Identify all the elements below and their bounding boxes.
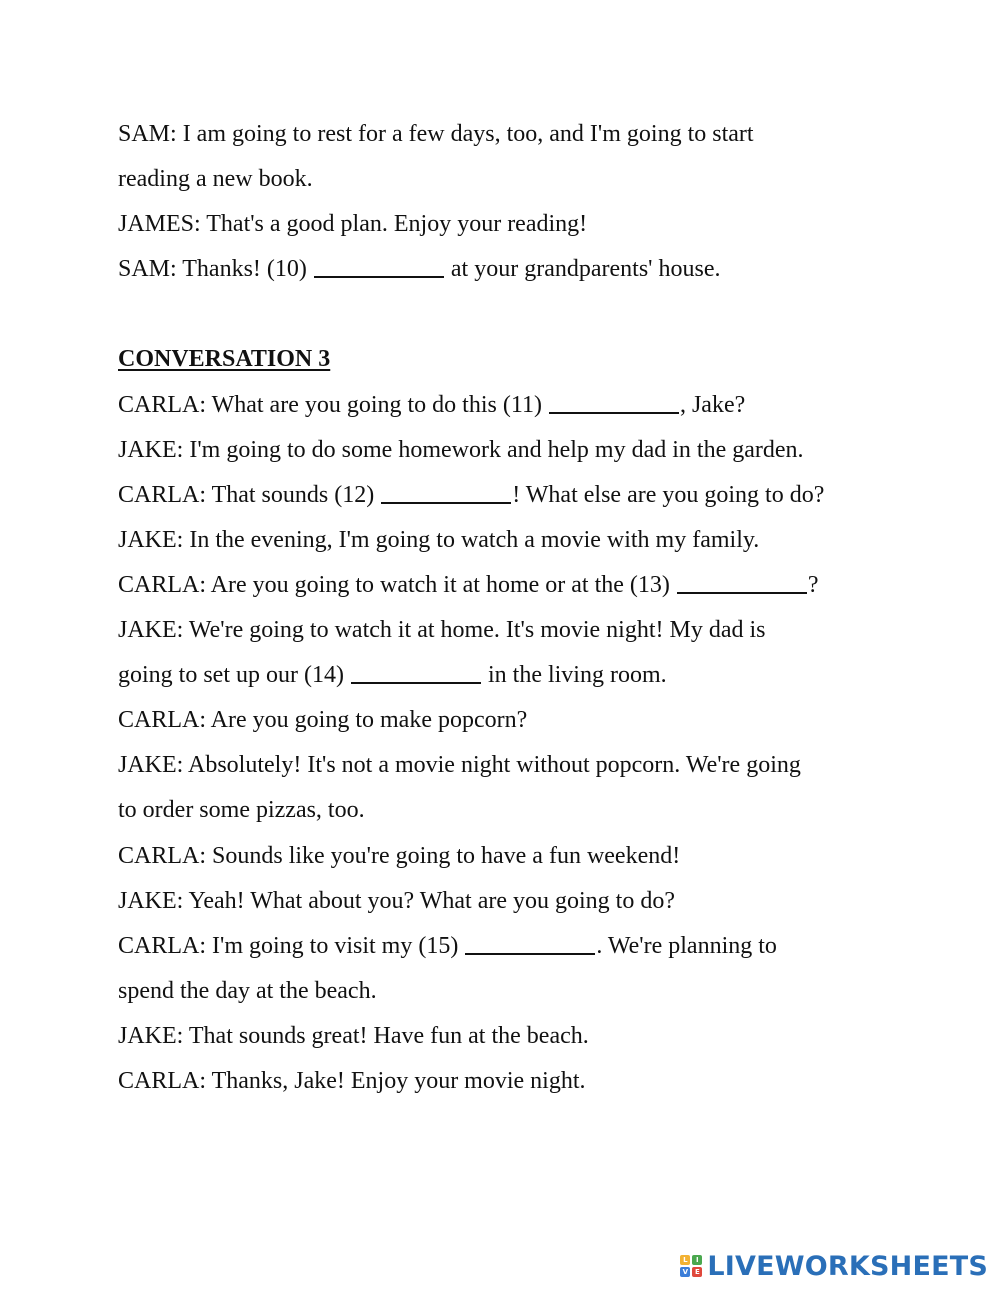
dialogue-text: CARLA: Sounds like you're going to have a fun weekend! — [118, 842, 681, 869]
dialogue-text: JAKE: That sounds great! Have fun at the beach. — [118, 1022, 589, 1049]
dialogue-text: CARLA: What are you going to do this (11) — [118, 391, 548, 418]
dialogue-text: JAKE: In the evening, I'm going to watch a movie with my family. — [118, 526, 760, 553]
dialogue-line — [118, 653, 888, 698]
logo-mark-cell: I — [692, 1255, 702, 1265]
dialogue-line — [118, 202, 888, 247]
dialogue-text: ! What else are you going to do? — [512, 481, 825, 508]
dialogue-text: JAKE: Absolutely! It's not a movie night without popcorn. We're going — [118, 752, 801, 779]
dialogue-line — [118, 428, 888, 473]
dialogue-text: CARLA: That sounds (12) — [118, 481, 381, 508]
dialogue-line — [118, 743, 888, 788]
dialogue-line — [118, 879, 888, 924]
answer-blank[interactable] — [381, 478, 511, 504]
section-spacer — [118, 292, 888, 337]
dialogue-text: reading a new book. — [118, 166, 313, 193]
logo-mark-cell: E — [692, 1267, 702, 1277]
dialogue-text: , Jake? — [679, 391, 746, 418]
dialogue-line — [118, 518, 888, 563]
liveworksheets-logo-icon — [680, 1255, 702, 1277]
answer-blank[interactable] — [351, 658, 481, 684]
dialogue-text: CARLA: Are you going to watch it at home or at the (13) — [118, 571, 676, 598]
dialogue-line — [118, 247, 888, 292]
dialogue-line — [118, 383, 888, 428]
dialogue-text: JAKE: We're going to watch it at home. It's movie night! My dad is — [118, 617, 766, 644]
answer-blank[interactable] — [465, 929, 595, 955]
dialogue-text: SAM: Thanks! (10) — [118, 256, 313, 283]
dialogue-text: spend the day at the beach. — [118, 977, 377, 1004]
conversation-3-heading: CONVERSATION 3 — [118, 346, 331, 373]
dialogue-line — [118, 788, 888, 833]
dialogue-text: ? — [807, 571, 819, 598]
dialogue-line — [118, 608, 888, 653]
dialogue-text: going to set up our (14) — [118, 662, 350, 689]
dialogue-text: to order some pizzas, too. — [118, 797, 365, 824]
answer-blank[interactable] — [314, 252, 444, 278]
logo-text: LIVEWORKSHEETS — [707, 1250, 988, 1282]
dialogue-line — [118, 924, 888, 969]
dialogue-text: in the living room. — [481, 662, 667, 689]
conversation-2-ending — [118, 112, 888, 292]
dialogue-line — [118, 969, 888, 1014]
dialogue-line — [118, 563, 888, 608]
dialogue-line — [118, 1059, 888, 1104]
dialogue-line — [118, 157, 888, 202]
answer-blank[interactable] — [549, 388, 679, 414]
dialogue-text: CARLA: Are you going to make popcorn? — [118, 707, 528, 734]
answer-blank[interactable] — [677, 568, 807, 594]
liveworksheets-logo — [680, 1250, 988, 1282]
dialogue-text: SAM: I am going to rest for a few days, too, and I'm going to start — [118, 121, 754, 147]
dialogue-line — [118, 1014, 888, 1059]
dialogue-text: CARLA: Thanks, Jake! Enjoy your movie night. — [118, 1067, 586, 1094]
dialogue-text: at your grandparents' house. — [444, 256, 721, 283]
logo-mark-cell: L — [680, 1255, 690, 1265]
conversation-3-body — [118, 383, 888, 1105]
dialogue-text: JAKE: Yeah! What about you? What are you going to do? — [118, 887, 676, 914]
dialogue-line — [118, 473, 888, 518]
dialogue-text: JAMES: That's a good plan. Enjoy your reading! — [118, 211, 588, 238]
dialogue-text: CARLA: I'm going to visit my (15) — [118, 932, 465, 959]
logo-mark-cell: V — [680, 1267, 690, 1277]
dialogue-line — [118, 834, 888, 879]
dialogue-line — [118, 112, 888, 157]
dialogue-text: JAKE: I'm going to do some homework and help my dad in the garden. — [118, 436, 804, 463]
worksheet-page — [118, 112, 888, 1104]
dialogue-line — [118, 698, 888, 743]
dialogue-text: . We're planning to — [596, 932, 777, 959]
